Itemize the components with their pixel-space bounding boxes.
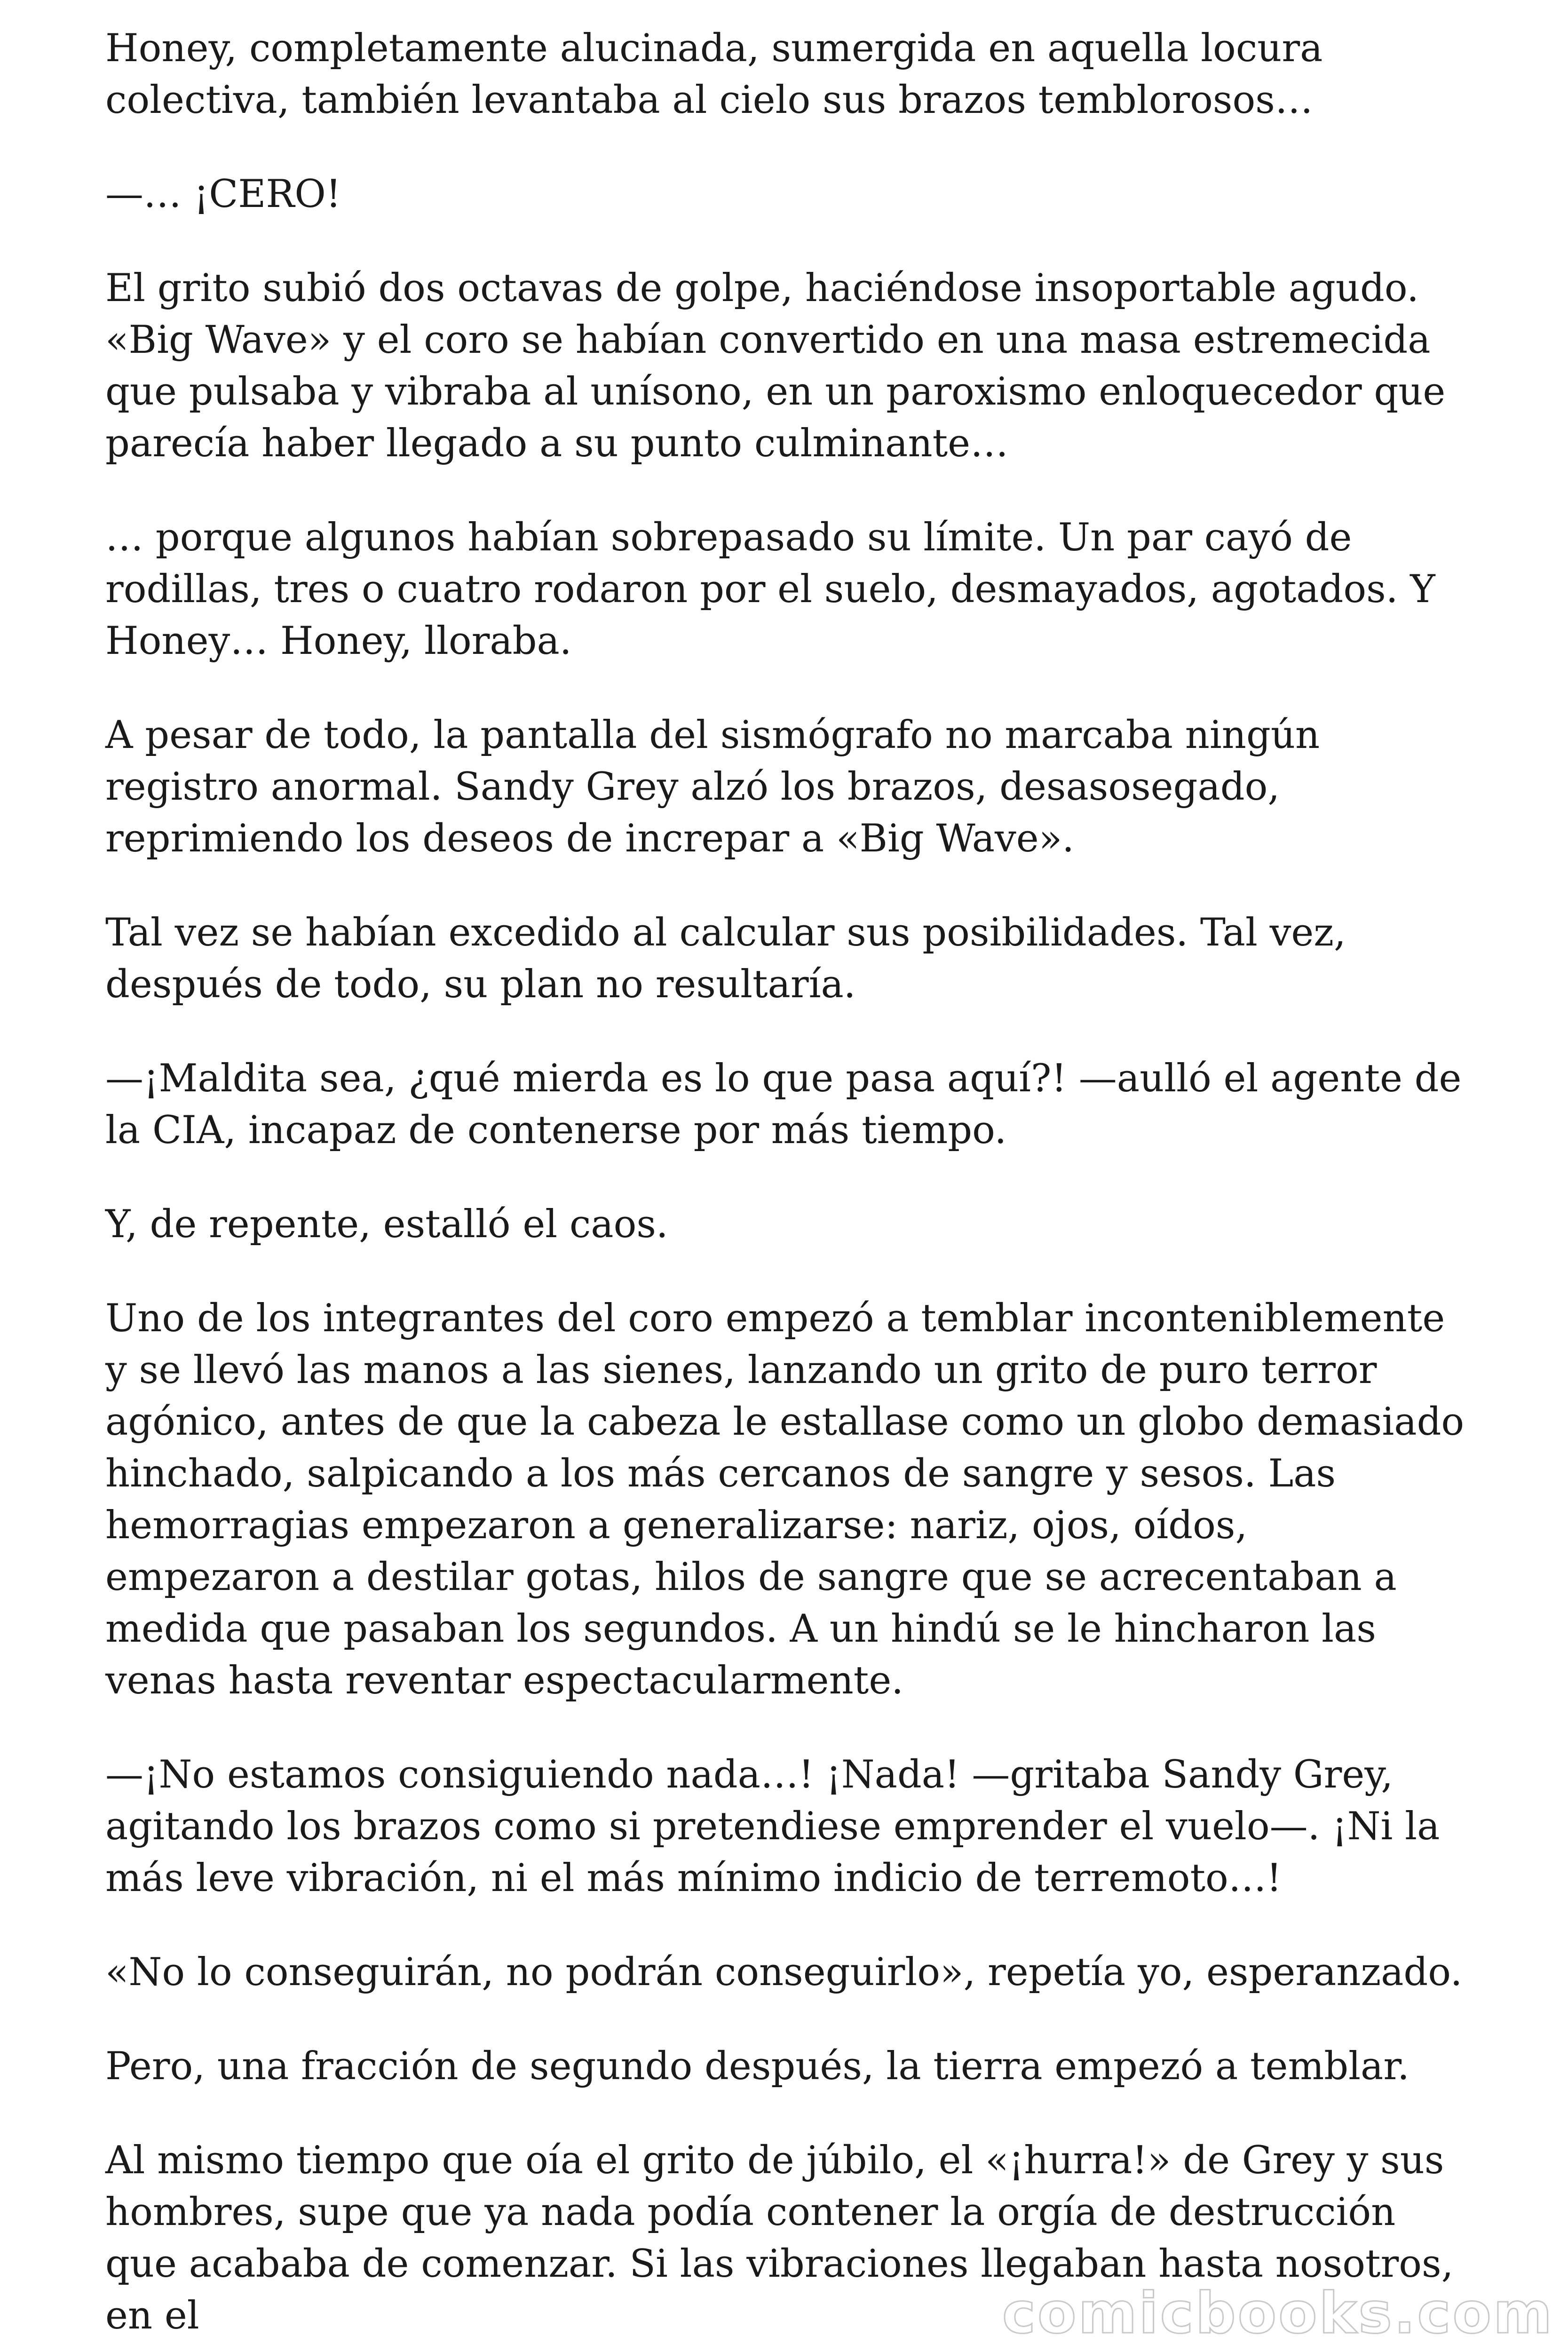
paragraph-6: Tal vez se habían excedido al calcular sus posibilidades. Tal vez, después de todo, su plan no resultaría. (105, 911, 1346, 1007)
paragraph-1: Honey, completamente alucinada, sumergida en aquella locura colectiva, también levantaba al cielo sus brazos temblorosos… (105, 26, 1323, 122)
paragraph-10: —¡No estamos consiguiendo nada…! ¡Nada! —gritaba Sandy Grey, agitando los brazos como si pretendiese emprender el vuelo—. ¡Ni la más leve vibración, ni el más mínimo indicio de terremoto…! (105, 1753, 1440, 1900)
paragraph-2: —… ¡CERO! (105, 172, 341, 216)
page-text-block (105, 23, 1469, 2352)
paragraph-4: … porque algunos habían sobrepasado su límite. Un par cayó de rodillas, tres o cuatro rodaron por el suelo, desmayados, agotados. Y Honey… Honey, lloraba. (105, 516, 1435, 663)
paragraph-3: El grito subió dos octavas de golpe, haciéndose insoportable agudo. «Big Wave» y el coro se habían convertido en una masa estremecida que pulsaba y vibraba al unísono, en un paroxismo enloquecedor que parecía haber llegado a su punto culminante… (105, 266, 1446, 466)
paragraph-13: Al mismo tiempo que oía el grito de júbilo, el «¡hurra!» de Grey y sus hombres, supe que ya nada podía contener la orgía de destrucción que acababa de comenzar. Si las vibraciones llegaban hasta nosotros, en el (105, 2138, 1454, 2338)
paragraph-7: —¡Maldita sea, ¿qué mierda es lo que pasa aquí?! —aulló el agente de la CIA, incapaz de contenerse por más tiempo. (105, 1057, 1462, 1152)
paragraph-11: «No lo conseguirán, no podrán conseguirlo», repetía yo, esperanzado. (105, 1950, 1463, 1994)
paragraph-8: Y, de repente, estalló el caos. (105, 1202, 668, 1247)
paragraph-12: Pero, una fracción de segundo después, la tierra empezó a temblar. (105, 2044, 1410, 2089)
paragraph-5: A pesar de todo, la pantalla del sismógrafo no marcaba ningún registro anormal. Sandy Grey alzó los brazos, desasosegado, reprimiendo los deseos de increpar a «Big Wave». (105, 713, 1320, 861)
watermark-logo: comicbooks.com (1002, 2281, 1554, 2346)
paragraph-9: Uno de los integrantes del coro empezó a temblar inconteniblemente y se llevó las manos a las sienes, lanzando un grito de puro terror agónico, antes de que la cabeza le estallase como un globo demasiado hinchado, salpicando a los más cercanos de sangre y sesos. Las hemorragias empezaron a generalizarse: nariz, ojos, oídos, empezaron a destilar gotas, hilos de sangre que se acrecentaban a medida que pasaban los segundos. A un hindú se le hincharon las venas hasta reventar espectacularmente. (105, 1296, 1465, 1703)
